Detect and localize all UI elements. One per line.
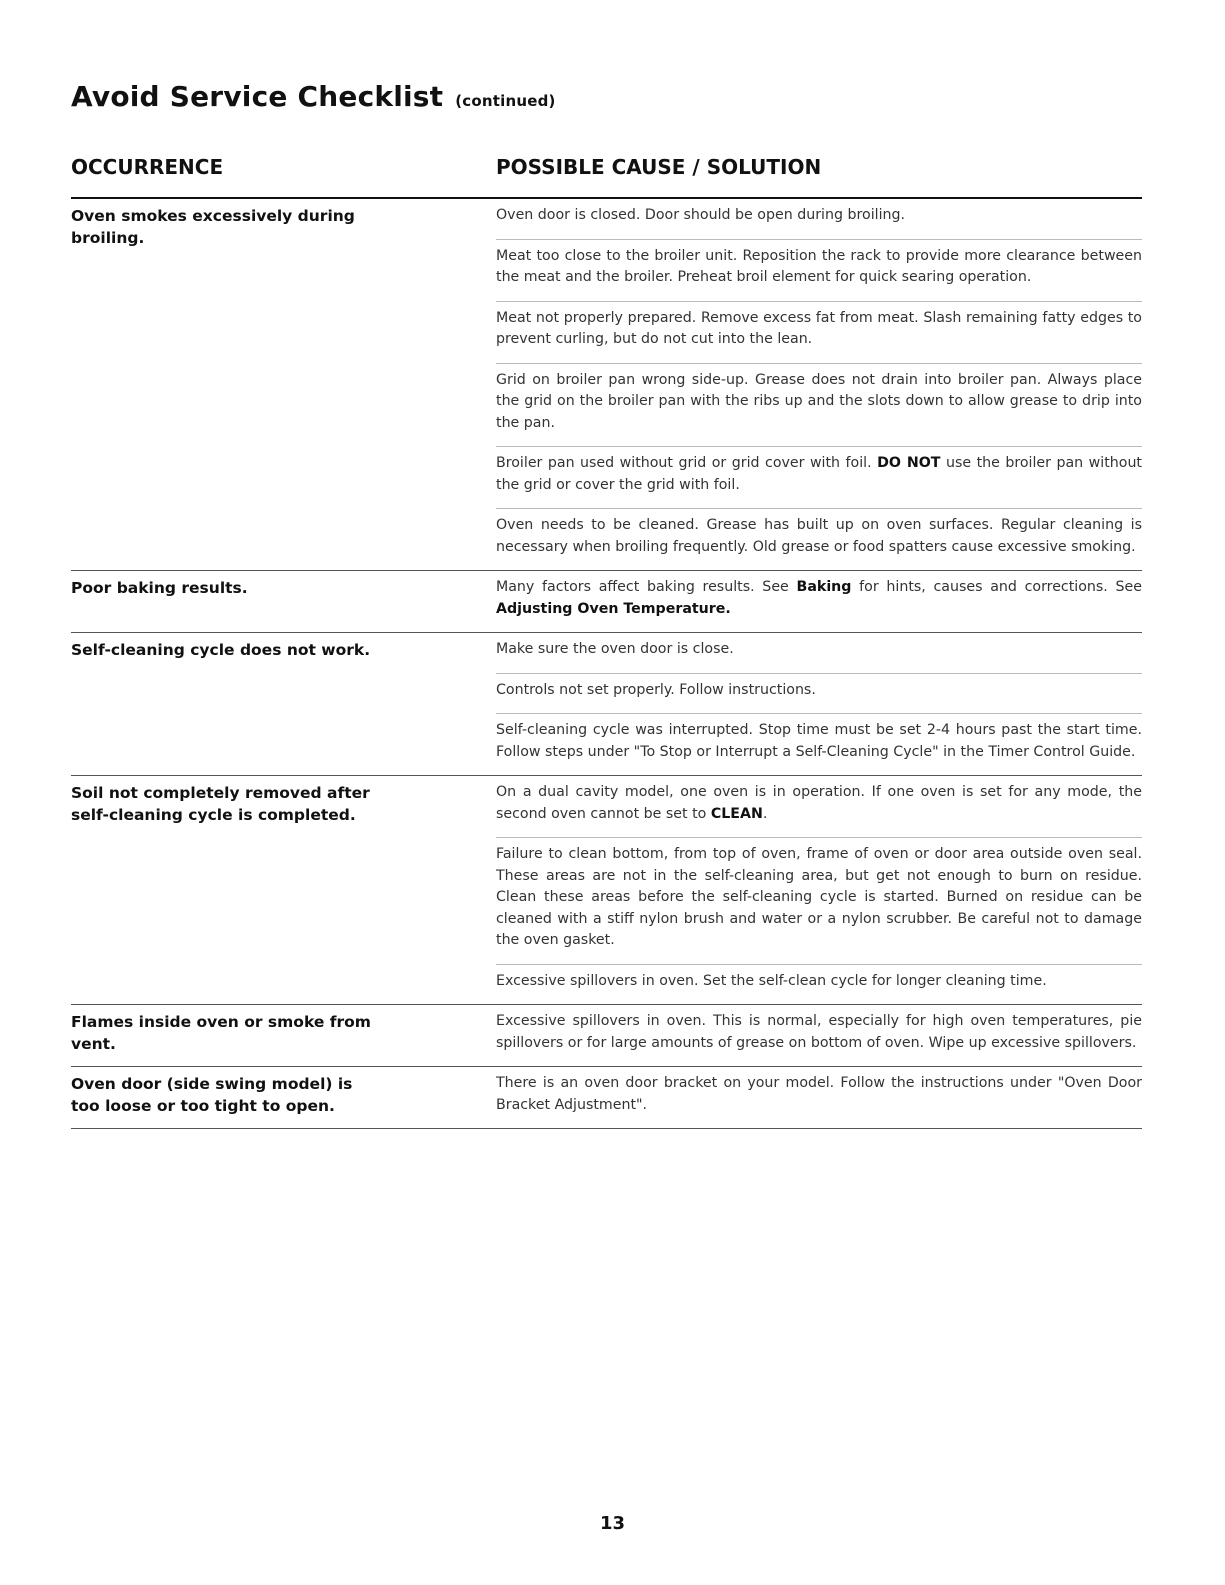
solution-text: Many factors affect baking results. See — [496, 579, 797, 595]
solution-item — [496, 571, 1142, 632]
page-number: 13 — [599, 1513, 626, 1534]
solution-text: There is an oven door bracket on your model. Follow the instructions under "Oven Door Bracket Adjustment". — [496, 1075, 1142, 1113]
table-row — [71, 776, 1142, 1005]
solution-list — [496, 776, 1142, 1004]
title-suffix: (continued) — [455, 92, 556, 110]
occurrence-column-header: OCCURRENCE — [71, 155, 224, 179]
solution-item — [496, 446, 1142, 508]
title-text: Avoid Service Checklist — [71, 80, 444, 113]
solution-item — [496, 199, 1142, 239]
solution-text: Make sure the oven door is close. — [496, 641, 734, 657]
solution-text: Meat not properly prepared. Remove excess fat from meat. Slash remaining fatty edges to prevent curling, but do not cut into the lean. — [496, 309, 1142, 347]
solution-list — [496, 1005, 1142, 1066]
solution-item — [496, 239, 1142, 301]
solution-text: for hints, causes and corrections. See — [851, 579, 1142, 595]
solution-item — [496, 673, 1142, 714]
solution-text: . — [762, 805, 768, 822]
occurrence-cell: Oven door (side swing model) is too loose or too tight to open. — [71, 1075, 353, 1115]
occurrence-cell: Soil not completely removed after self-cleaning cycle is completed. — [71, 784, 370, 824]
solution-item — [496, 508, 1142, 570]
occurrence-cell: Poor baking results. — [71, 579, 248, 597]
page-title — [71, 80, 556, 113]
solution-item — [496, 964, 1142, 1005]
solution-list — [496, 571, 1142, 632]
solution-column-header: POSSIBLE CAUSE / SOLUTION — [496, 155, 822, 179]
solution-text: Oven needs to be cleaned. Grease has built up on oven surfaces. Regular cleaning is necessary when broiling frequently. Old grease or food spatters cause excessive smoking. — [496, 517, 1142, 555]
occurrence-cell: Self-cleaning cycle does not work. — [71, 641, 371, 659]
solution-item — [496, 837, 1142, 964]
table-row — [71, 1067, 1142, 1129]
solution-item — [496, 776, 1142, 837]
solution-text: use the broiler pan without the grid or cover the grid with foil. — [496, 455, 1142, 493]
solution-list — [496, 1067, 1142, 1128]
occurrence-cell: Oven smokes excessively during broiling. — [71, 207, 355, 247]
table-row — [71, 1005, 1142, 1067]
solution-text: On a dual cavity model, one oven is in operation. If one oven is set for any mode, the second oven cannot be set to — [496, 784, 1142, 822]
solution-item — [496, 1005, 1142, 1066]
solution-text: Oven door is closed. Door should be open during broiling. — [496, 207, 906, 223]
table-row — [71, 199, 1142, 571]
solution-text: Broiler pan used without grid or grid cover with foil. — [496, 455, 878, 471]
solution-text: Grid on broiler pan wrong side-up. Grease does not drain into broiler pan. Always place the grid on the broiler pan with the ribs up and the slots down to allow grease to drip into the pan. — [496, 371, 1142, 431]
solution-text: Excessive spillovers in oven. This is normal, especially for high oven temperatures, pie spillovers or for large amounts of grease on bottom of oven. Wipe up excessive spillovers. — [496, 1013, 1142, 1051]
solution-list — [496, 199, 1142, 570]
table-row — [71, 571, 1142, 633]
emphasis-text: CLEAN — [710, 805, 763, 822]
emphasis-text: Adjusting Oven Temperature. — [496, 600, 731, 617]
solution-text: Meat too close to the broiler unit. Reposition the rack to provide more clearance between the meat and the broiler. Preheat broil element for quick searing operation. — [496, 247, 1142, 285]
solution-item — [496, 633, 1142, 673]
occurrence-cell: Flames inside oven or smoke from vent. — [71, 1013, 371, 1053]
solution-text: Self-cleaning cycle was interrupted. Stop time must be set 2-4 hours past the start time. Follow steps under "To Stop or Interrupt a Self-Cleaning Cycle" in the Timer Control Guide. — [496, 722, 1142, 760]
solution-item — [496, 1067, 1142, 1128]
solution-text: Failure to clean bottom, from top of oven, frame of oven or door area outside oven seal. These areas are not in the self-cleaning area, but get not enough to burn on residue. Clean these areas before the self-cleaning cycle is started. Burned on residue can be cleaned with a stiff nylon brush and water or a nylon scrubber. Be careful not to damage the oven gasket. — [496, 846, 1142, 948]
solution-list — [496, 633, 1142, 775]
emphasis-text: DO NOT — [877, 455, 941, 471]
table-row — [71, 633, 1142, 776]
solution-text: Excessive spillovers in oven. Set the self-clean cycle for longer cleaning time. — [496, 972, 1047, 989]
emphasis-text: Baking — [796, 579, 852, 595]
solution-item — [496, 301, 1142, 363]
checklist-table — [71, 199, 1142, 1129]
solution-text: Controls not set properly. Follow instructions. — [496, 681, 816, 698]
solution-item — [496, 713, 1142, 775]
solution-item — [496, 363, 1142, 447]
